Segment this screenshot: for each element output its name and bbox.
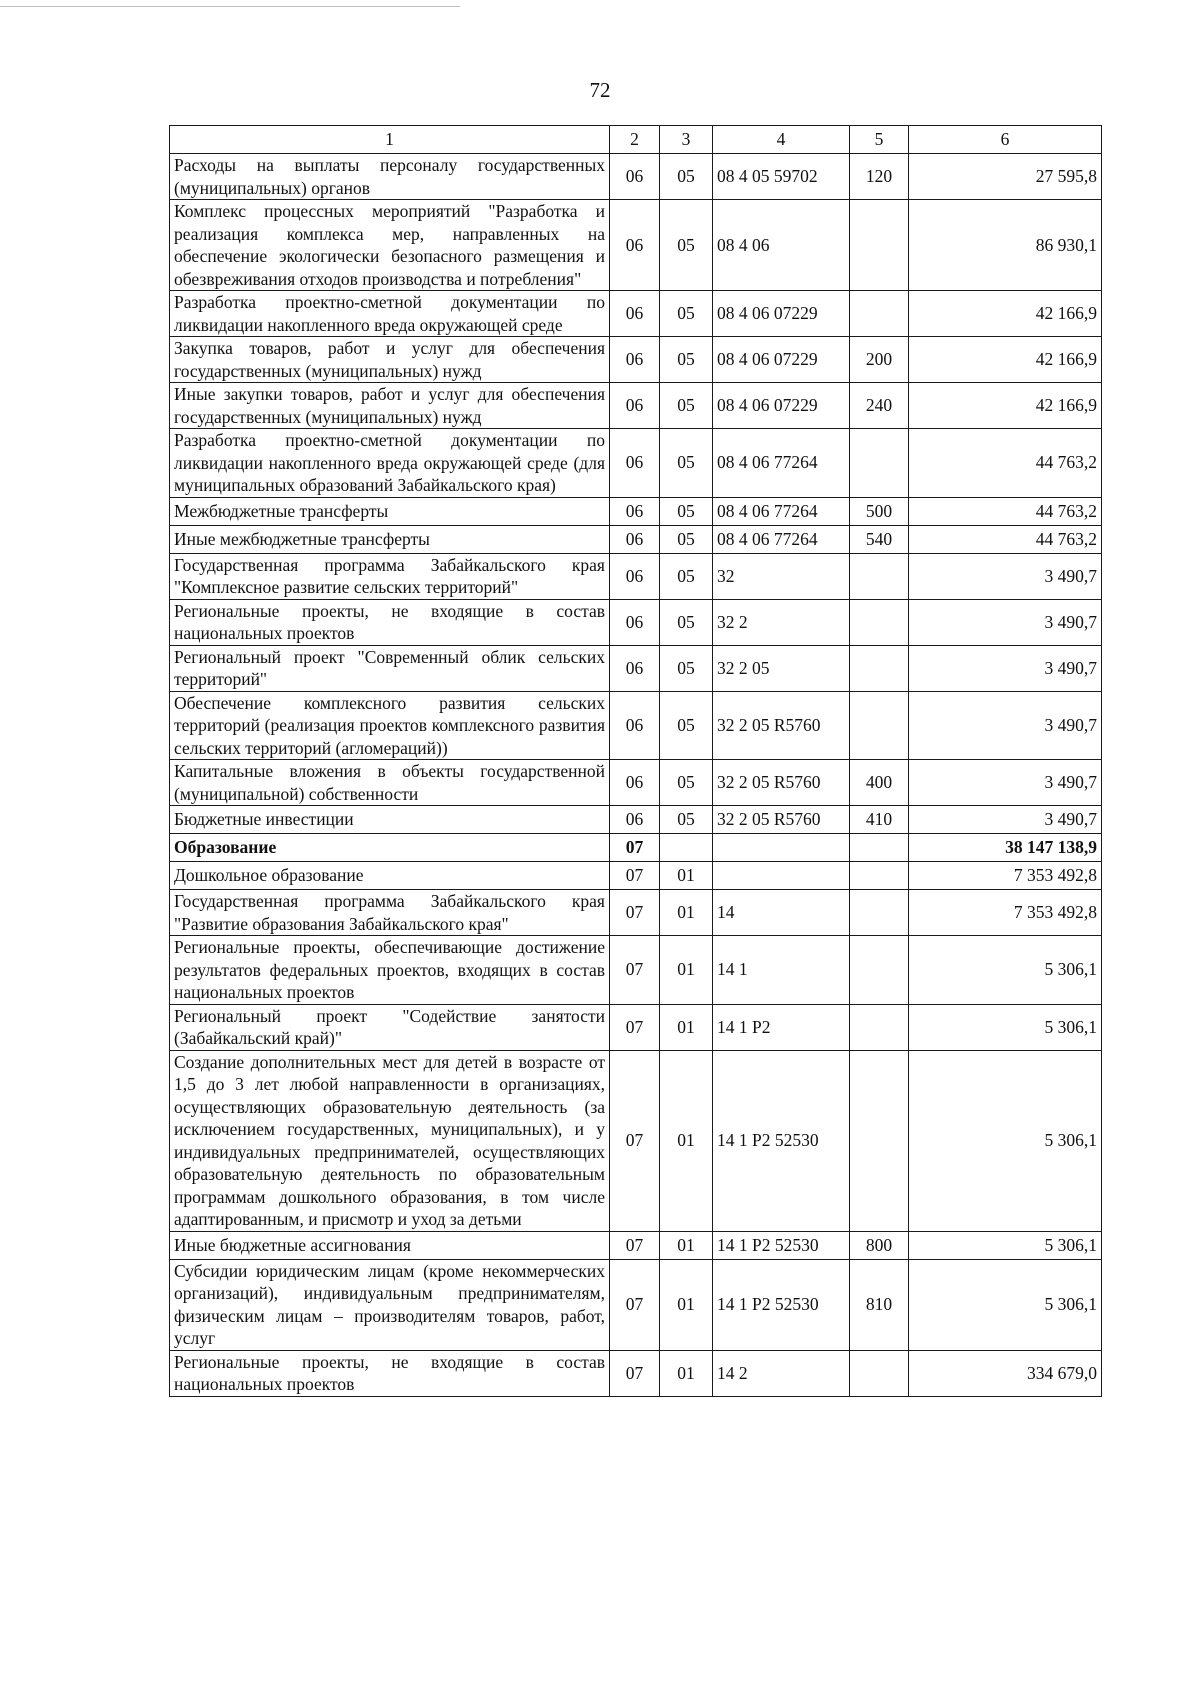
column-header: 2 <box>610 126 660 154</box>
expense-type-cell <box>850 862 909 890</box>
row-name-cell: Региональные проекты, не входящие в состав национальных проектов <box>170 599 610 645</box>
row-name-cell: Иные закупки товаров, работ и услуг для обеспечения государственных (муниципальных) нужд <box>170 383 610 429</box>
row-name-cell: Закупка товаров, работ и услуг для обеспечения государственных (муниципальных) нужд <box>170 337 610 383</box>
section-code-cell: 06 <box>610 291 660 337</box>
amount-cell: 27 595,8 <box>909 154 1102 200</box>
target-article-cell: 14 1 P2 52530 <box>713 1050 850 1231</box>
amount-cell: 44 763,2 <box>909 497 1102 525</box>
row-name-cell: Региональный проект "Содействие занятости (Забайкальский край)" <box>170 1004 610 1050</box>
section-code-cell: 07 <box>610 1259 660 1350</box>
section-code-cell: 07 <box>610 1350 660 1396</box>
column-header: 5 <box>850 126 909 154</box>
section-code-cell: 06 <box>610 645 660 691</box>
subsection-code-cell: 01 <box>660 1004 713 1050</box>
table-row <box>170 429 1102 498</box>
expense-type-cell: 200 <box>850 337 909 383</box>
table-row <box>170 599 1102 645</box>
expense-type-cell <box>850 645 909 691</box>
target-article-cell: 08 4 05 59702 <box>713 154 850 200</box>
table-row <box>170 1259 1102 1350</box>
table-row <box>170 1004 1102 1050</box>
subsection-code-cell: 05 <box>660 200 713 291</box>
amount-cell: 44 763,2 <box>909 429 1102 498</box>
expense-type-cell: 810 <box>850 1259 909 1350</box>
table-row <box>170 645 1102 691</box>
subsection-code-cell: 01 <box>660 862 713 890</box>
table-row <box>170 154 1102 200</box>
expense-type-cell <box>850 200 909 291</box>
amount-cell: 7 353 492,8 <box>909 890 1102 936</box>
section-code-cell: 06 <box>610 154 660 200</box>
amount-cell: 334 679,0 <box>909 1350 1102 1396</box>
expense-type-cell <box>850 291 909 337</box>
target-article-cell: 14 2 <box>713 1350 850 1396</box>
subsection-code-cell: 05 <box>660 154 713 200</box>
target-article-cell: 14 1 P2 52530 <box>713 1259 850 1350</box>
expense-type-cell <box>850 1350 909 1396</box>
amount-cell: 42 166,9 <box>909 291 1102 337</box>
target-article-cell: 08 4 06 77264 <box>713 525 850 553</box>
row-name-cell: Разработка проектно-сметной документации по ликвидации накопленного вреда окружающей среде <box>170 291 610 337</box>
expense-type-cell <box>850 553 909 599</box>
subsection-code-cell <box>660 834 713 862</box>
row-name-cell: Государственная программа Забайкальского края "Развитие образования Забайкальского края" <box>170 890 610 936</box>
target-article-cell: 08 4 06 07229 <box>713 291 850 337</box>
amount-cell: 44 763,2 <box>909 525 1102 553</box>
target-article-cell: 32 2 05 R5760 <box>713 806 850 834</box>
target-article-cell: 08 4 06 07229 <box>713 383 850 429</box>
expense-type-cell: 240 <box>850 383 909 429</box>
budget-table <box>169 125 1102 1397</box>
row-name-cell: Дошкольное образование <box>170 862 610 890</box>
amount-cell: 86 930,1 <box>909 200 1102 291</box>
amount-cell: 38 147 138,9 <box>909 834 1102 862</box>
target-article-cell <box>713 862 850 890</box>
section-code-cell: 06 <box>610 599 660 645</box>
row-name-cell: Комплекс процессных мероприятий "Разработка и реализация комплекса мер, направленных на обеспечение экологически безопасного размещения и обезвреживания отходов производства и потребления" <box>170 200 610 291</box>
section-code-cell: 06 <box>610 497 660 525</box>
target-article-cell <box>713 834 850 862</box>
section-code-cell: 06 <box>610 337 660 383</box>
expense-type-cell: 400 <box>850 760 909 806</box>
expense-type-cell: 120 <box>850 154 909 200</box>
row-name-cell: Разработка проектно-сметной документации по ликвидации накопленного вреда окружающей среде (для муниципальных образований Забайкальского края) <box>170 429 610 498</box>
table-row <box>170 553 1102 599</box>
target-article-cell: 32 <box>713 553 850 599</box>
row-name-cell: Создание дополнительных мест для детей в возрасте от 1,5 до 3 лет любой направленности в организациях, осуществляющих образовательную деятельность (за исключением государственных, муниципальных), и у индивидуальных предпринимателей, осуществляющих образовательную деятельность по образовательным программам дошкольного образования, в том числе адаптированным, и присмотр и уход за детьми <box>170 1050 610 1231</box>
table-row <box>170 383 1102 429</box>
column-header: 4 <box>713 126 850 154</box>
target-article-cell: 08 4 06 <box>713 200 850 291</box>
target-article-cell: 32 2 05 <box>713 645 850 691</box>
section-code-cell: 06 <box>610 429 660 498</box>
table-body <box>170 154 1102 1397</box>
table-row <box>170 337 1102 383</box>
row-name-cell: Региональный проект "Современный облик сельских территорий" <box>170 645 610 691</box>
target-article-cell: 14 1 P2 52530 <box>713 1231 850 1259</box>
column-header: 1 <box>170 126 610 154</box>
section-code-cell: 06 <box>610 760 660 806</box>
expense-type-cell <box>850 834 909 862</box>
amount-cell: 5 306,1 <box>909 1259 1102 1350</box>
subsection-code-cell: 05 <box>660 599 713 645</box>
section-code-cell: 06 <box>610 553 660 599</box>
row-name-cell: Региональные проекты, обеспечивающие достижение результатов федеральных проектов, входящих в состав национальных проектов <box>170 936 610 1005</box>
target-article-cell: 14 1 P2 <box>713 1004 850 1050</box>
amount-cell: 5 306,1 <box>909 1050 1102 1231</box>
section-code-cell: 06 <box>610 383 660 429</box>
expense-type-cell <box>850 1004 909 1050</box>
subsection-code-cell: 05 <box>660 525 713 553</box>
subsection-code-cell: 05 <box>660 760 713 806</box>
expense-type-cell: 540 <box>850 525 909 553</box>
subsection-code-cell: 01 <box>660 890 713 936</box>
amount-cell: 3 490,7 <box>909 691 1102 760</box>
table-row <box>170 525 1102 553</box>
row-name-cell: Капитальные вложения в объекты государственной (муниципальной) собственности <box>170 760 610 806</box>
expense-type-cell <box>850 429 909 498</box>
row-name-cell: Бюджетные инвестиции <box>170 806 610 834</box>
section-code-cell: 07 <box>610 1231 660 1259</box>
amount-cell: 3 490,7 <box>909 760 1102 806</box>
subsection-code-cell: 05 <box>660 806 713 834</box>
target-article-cell: 32 2 <box>713 599 850 645</box>
expense-type-cell <box>850 599 909 645</box>
column-header: 3 <box>660 126 713 154</box>
amount-cell: 7 353 492,8 <box>909 862 1102 890</box>
row-name-cell: Государственная программа Забайкальского края "Комплексное развитие сельских территорий" <box>170 553 610 599</box>
table-row <box>170 291 1102 337</box>
amount-cell: 3 490,7 <box>909 806 1102 834</box>
row-name-cell: Субсидии юридическим лицам (кроме некоммерческих организаций), индивидуальным предпринимателям, физическим лицам – производителям товаров, работ, услуг <box>170 1259 610 1350</box>
section-code-cell: 07 <box>610 862 660 890</box>
table-row <box>170 936 1102 1005</box>
subsection-code-cell: 05 <box>660 553 713 599</box>
table-row <box>170 890 1102 936</box>
subsection-code-cell: 05 <box>660 645 713 691</box>
subsection-code-cell: 05 <box>660 497 713 525</box>
subsection-code-cell: 05 <box>660 691 713 760</box>
table-row <box>170 862 1102 890</box>
scan-edge-line <box>0 6 460 7</box>
subsection-code-cell: 05 <box>660 383 713 429</box>
target-article-cell: 32 2 05 R5760 <box>713 691 850 760</box>
amount-cell: 5 306,1 <box>909 1004 1102 1050</box>
amount-cell: 3 490,7 <box>909 599 1102 645</box>
section-code-cell: 07 <box>610 936 660 1005</box>
section-code-cell: 07 <box>610 834 660 862</box>
subsection-code-cell: 05 <box>660 429 713 498</box>
expense-type-cell <box>850 1050 909 1231</box>
table-row <box>170 806 1102 834</box>
table-row <box>170 1231 1102 1259</box>
table-row <box>170 834 1102 862</box>
table-row <box>170 760 1102 806</box>
target-article-cell: 14 <box>713 890 850 936</box>
table-row <box>170 1050 1102 1231</box>
subsection-code-cell: 01 <box>660 1231 713 1259</box>
expense-type-cell <box>850 691 909 760</box>
expense-type-cell: 800 <box>850 1231 909 1259</box>
subsection-code-cell: 05 <box>660 291 713 337</box>
subsection-code-cell: 01 <box>660 1350 713 1396</box>
expense-type-cell <box>850 890 909 936</box>
amount-cell: 5 306,1 <box>909 936 1102 1005</box>
row-name-cell: Образование <box>170 834 610 862</box>
table-row <box>170 1350 1102 1396</box>
table-row <box>170 497 1102 525</box>
section-code-cell: 07 <box>610 890 660 936</box>
target-article-cell: 32 2 05 R5760 <box>713 760 850 806</box>
target-article-cell: 08 4 06 77264 <box>713 429 850 498</box>
row-name-cell: Региональные проекты, не входящие в состав национальных проектов <box>170 1350 610 1396</box>
expense-type-cell <box>850 936 909 1005</box>
row-name-cell: Иные бюджетные ассигнования <box>170 1231 610 1259</box>
subsection-code-cell: 01 <box>660 936 713 1005</box>
amount-cell: 3 490,7 <box>909 553 1102 599</box>
table-row <box>170 200 1102 291</box>
page-number: 72 <box>589 78 611 102</box>
section-code-cell: 06 <box>610 200 660 291</box>
section-code-cell: 06 <box>610 691 660 760</box>
section-code-cell: 06 <box>610 806 660 834</box>
subsection-code-cell: 01 <box>660 1259 713 1350</box>
amount-cell: 3 490,7 <box>909 645 1102 691</box>
amount-cell: 42 166,9 <box>909 383 1102 429</box>
table-row <box>170 691 1102 760</box>
row-name-cell: Межбюджетные трансферты <box>170 497 610 525</box>
subsection-code-cell: 05 <box>660 337 713 383</box>
row-name-cell: Расходы на выплаты персоналу государственных (муниципальных) органов <box>170 154 610 200</box>
amount-cell: 5 306,1 <box>909 1231 1102 1259</box>
subsection-code-cell: 01 <box>660 1050 713 1231</box>
header-row <box>170 126 1102 154</box>
expense-type-cell: 410 <box>850 806 909 834</box>
amount-cell: 42 166,9 <box>909 337 1102 383</box>
target-article-cell: 08 4 06 77264 <box>713 497 850 525</box>
section-code-cell: 07 <box>610 1050 660 1231</box>
expense-type-cell: 500 <box>850 497 909 525</box>
target-article-cell: 08 4 06 07229 <box>713 337 850 383</box>
row-name-cell: Иные межбюджетные трансферты <box>170 525 610 553</box>
section-code-cell: 07 <box>610 1004 660 1050</box>
target-article-cell: 14 1 <box>713 936 850 1005</box>
row-name-cell: Обеспечение комплексного развития сельских территорий (реализация проектов комплексного развития сельских территорий (агломераций)) <box>170 691 610 760</box>
section-code-cell: 06 <box>610 525 660 553</box>
column-header: 6 <box>909 126 1102 154</box>
